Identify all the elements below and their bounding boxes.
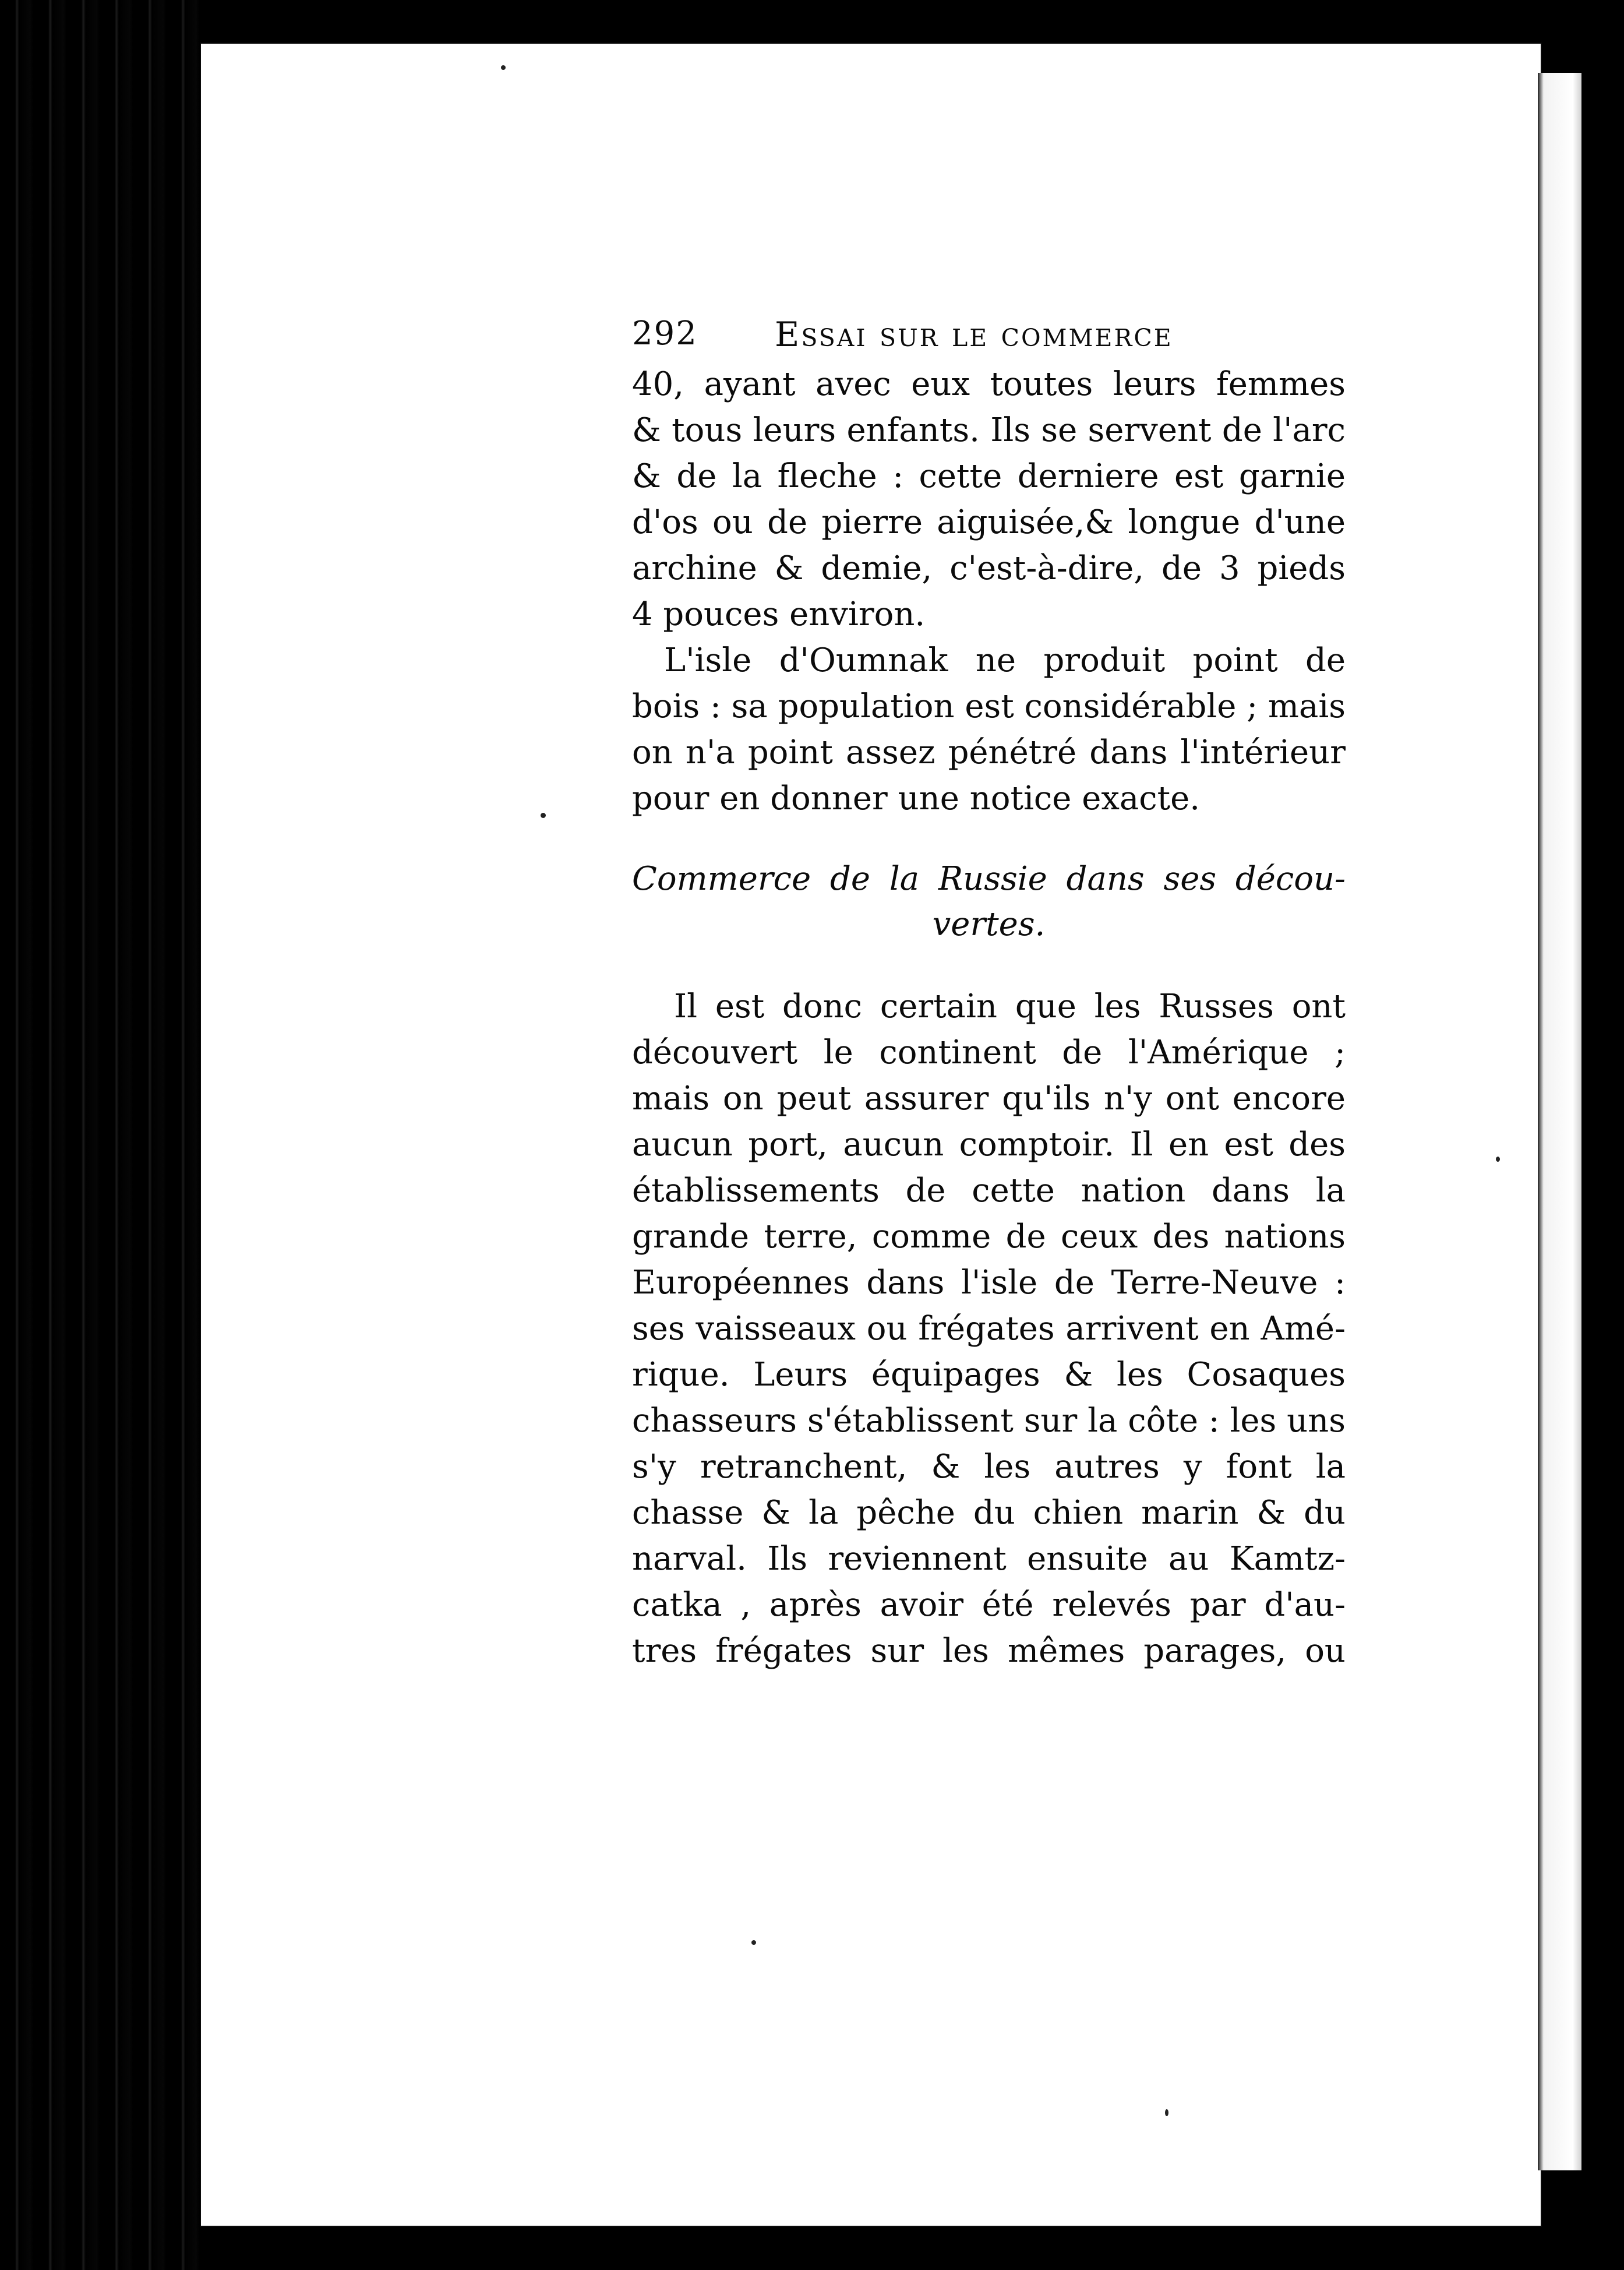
section-heading-line: Commerce de la Russie dans ses décou- <box>632 860 1346 898</box>
text-line: & tous leurs enfants. Ils se servent de l'arc <box>632 411 1346 449</box>
scan-speck <box>541 813 546 818</box>
text-line: tres frégates sur les mêmes parages, ou <box>632 1632 1346 1670</box>
text-line: bois : sa population est considérable ; mais <box>632 688 1346 725</box>
text-line: ses vaisseaux ou frégates arrivent en Amé- <box>632 1310 1346 1348</box>
text-line: grande terre, comme de ceux des nations <box>632 1218 1346 1256</box>
paragraph-commerce <box>632 984 1346 1674</box>
text-block <box>632 306 1346 1674</box>
section-heading <box>632 856 1346 947</box>
text-line: d'os ou de pierre aiguisée,& longue d'une <box>632 503 1346 541</box>
text-line: rique. Leurs équipages & les Cosaques <box>632 1356 1346 1394</box>
text-line: archine & demie, c'est-à-dire, de 3 pieds <box>632 549 1346 587</box>
text-line: découvert le continent de l'Amérique ; <box>632 1034 1346 1071</box>
page-number: 292 <box>632 315 698 353</box>
text-line: 4 pouces environ. <box>632 595 926 633</box>
paragraph-oumnak <box>632 637 1346 822</box>
text-line: aucun port, aucun comptoir. Il en est des <box>632 1126 1346 1164</box>
scan-speck <box>501 65 506 70</box>
text-line: s'y retranchent, & les autres y font la <box>632 1448 1346 1486</box>
text-line: mais on peut assurer qu'ils n'y ont encore <box>632 1080 1346 1118</box>
text-line: Il est donc certain que les Russes ont <box>674 988 1346 1025</box>
scan-speck <box>751 1940 756 1945</box>
paragraph-continuation <box>632 361 1346 637</box>
text-line: chasse & la pêche du chien marin & du <box>632 1494 1346 1532</box>
facing-page-edge <box>1538 73 1581 2170</box>
text-line: 40, ayant avec eux toutes leurs femmes <box>632 365 1346 403</box>
text-line: établissements de cette nation dans la <box>632 1172 1346 1210</box>
scan-speck <box>1496 1157 1500 1162</box>
text-line: pour en donner une notice exacte. <box>632 780 1201 817</box>
running-title: Essai sur le commerce <box>775 315 1173 354</box>
text-line: L'isle d'Oumnak ne produit point de <box>664 641 1346 679</box>
text-line: on n'a point assez pénétré dans l'intérieur <box>632 734 1346 771</box>
section-heading-line: vertes. <box>932 905 1046 943</box>
text-line: & de la fleche : cette derniere est garnie <box>632 457 1346 495</box>
scan-speck <box>1165 2109 1168 2116</box>
text-line: Européennes dans l'isle de Terre-Neuve : <box>632 1264 1346 1302</box>
text-line: narval. Ils reviennent ensuite au Kamtz- <box>632 1540 1346 1578</box>
text-line: chasseurs s'établissent sur la côte : les uns <box>632 1402 1346 1440</box>
book-gutter-shadow <box>0 0 210 2270</box>
page-header <box>632 306 1346 361</box>
text-line: catka , après avoir été relevés par d'au- <box>632 1586 1346 1624</box>
